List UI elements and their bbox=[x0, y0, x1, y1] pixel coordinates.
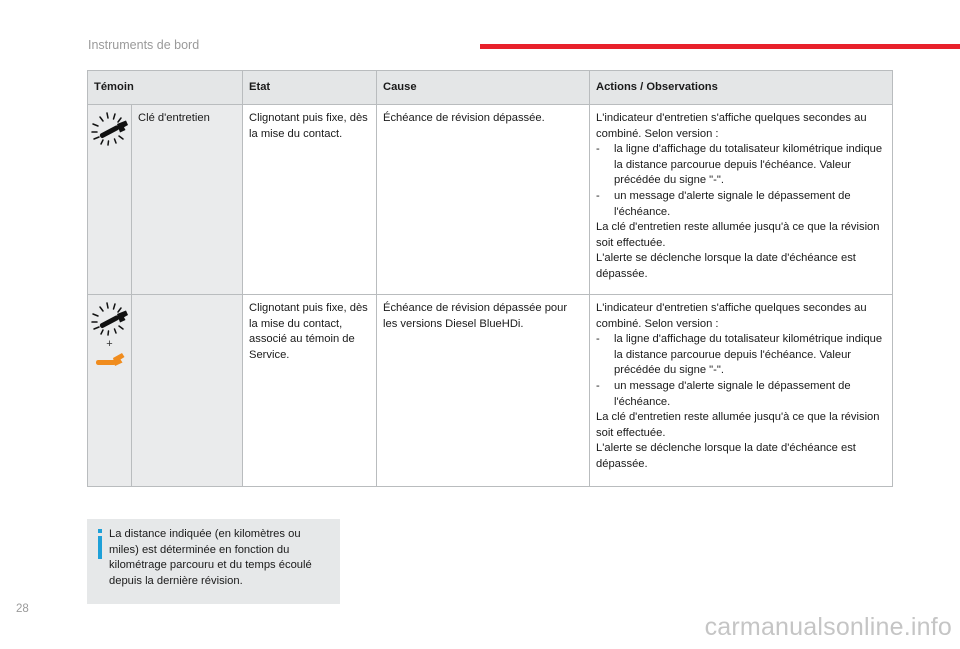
actions-paragraph: La clé d'entretien reste allumée jusqu'à ce que la révision soit effectuée. bbox=[596, 221, 880, 249]
table-row bbox=[88, 295, 893, 487]
bullet-dash: - bbox=[596, 379, 600, 392]
cause-text: Échéance de révision dépassée pour les versions Diesel BlueHDi. bbox=[383, 302, 568, 330]
warning-lights-table bbox=[87, 70, 893, 487]
bullet-dash: - bbox=[596, 143, 600, 156]
temoin-name-cell bbox=[132, 295, 243, 487]
actions-bullet bbox=[596, 332, 886, 379]
actions-paragraph: L'alerte se déclenche lorsque la date d'échéance est dépassée. bbox=[596, 442, 856, 470]
temoin-name-cell bbox=[132, 105, 243, 295]
actions-cell bbox=[590, 295, 893, 487]
column-header-cause: Cause bbox=[377, 71, 590, 105]
bullet-dash: - bbox=[596, 333, 600, 346]
page-number: 28 bbox=[16, 603, 29, 615]
temoin-icon-cell bbox=[88, 105, 132, 295]
header-accent-bar bbox=[480, 44, 960, 49]
table-row bbox=[88, 105, 893, 295]
etat-cell bbox=[243, 295, 377, 487]
actions-bullet bbox=[596, 189, 886, 220]
plus-sign: + bbox=[106, 338, 113, 350]
etat-cell bbox=[243, 105, 377, 295]
actions-cell bbox=[590, 105, 893, 295]
actions-bullet-text: un message d'alerte signale le dépassement de l'échéance. bbox=[614, 379, 851, 408]
actions-bullet-text: la ligne d'affichage du totalisateur kilométrique indique la distance parcourue depuis l'échéance. Valeur précédée du signe "-". bbox=[614, 143, 883, 187]
column-header-etat: Etat bbox=[243, 71, 377, 105]
watermark: carmanualsonline.info bbox=[704, 613, 952, 641]
bullet-dash: - bbox=[596, 189, 600, 202]
info-note bbox=[87, 519, 340, 604]
etat-text: Clignotant puis fixe, dès la mise du contact. bbox=[249, 112, 368, 140]
wrench-service-icon bbox=[90, 111, 130, 147]
orange-wrench-icon bbox=[93, 350, 127, 368]
actions-bullet bbox=[596, 379, 886, 410]
wrench-service-icon bbox=[90, 301, 130, 337]
section-title: Instruments de bord bbox=[88, 38, 200, 52]
temoin-name: Clé d'entretien bbox=[138, 112, 210, 124]
info-note-text: La distance indiquée (en kilomètres ou miles) est déterminée en fonction du kilométrage parcouru et du temps écoulé depuis la dernière révision. bbox=[109, 528, 312, 587]
table-header-row bbox=[88, 71, 893, 105]
cause-cell bbox=[377, 105, 590, 295]
etat-text: Clignotant puis fixe, dès la mise du contact, associé au témoin de Service. bbox=[249, 302, 368, 361]
temoin-icon-cell bbox=[88, 295, 132, 487]
column-header-temoin: Témoin bbox=[88, 71, 243, 105]
actions-paragraph: L'alerte se déclenche lorsque la date d'échéance est dépassée. bbox=[596, 252, 856, 280]
actions-bullet-text: la ligne d'affichage du totalisateur kilométrique indique la distance parcourue depuis l'échéance. Valeur précédée du signe "-". bbox=[614, 333, 883, 377]
cause-cell bbox=[377, 295, 590, 487]
info-icon bbox=[95, 529, 105, 559]
column-header-actions: Actions / Observations bbox=[590, 71, 893, 105]
cause-text: Échéance de révision dépassée. bbox=[383, 112, 545, 124]
actions-bullet-text: un message d'alerte signale le dépassement de l'échéance. bbox=[614, 189, 851, 218]
actions-bullet bbox=[596, 142, 886, 189]
actions-intro: L'indicateur d'entretien s'affiche quelques secondes au combiné. Selon version : bbox=[596, 112, 867, 140]
actions-paragraph: La clé d'entretien reste allumée jusqu'à ce que la révision soit effectuée. bbox=[596, 411, 880, 439]
actions-intro: L'indicateur d'entretien s'affiche quelques secondes au combiné. Selon version : bbox=[596, 302, 867, 330]
